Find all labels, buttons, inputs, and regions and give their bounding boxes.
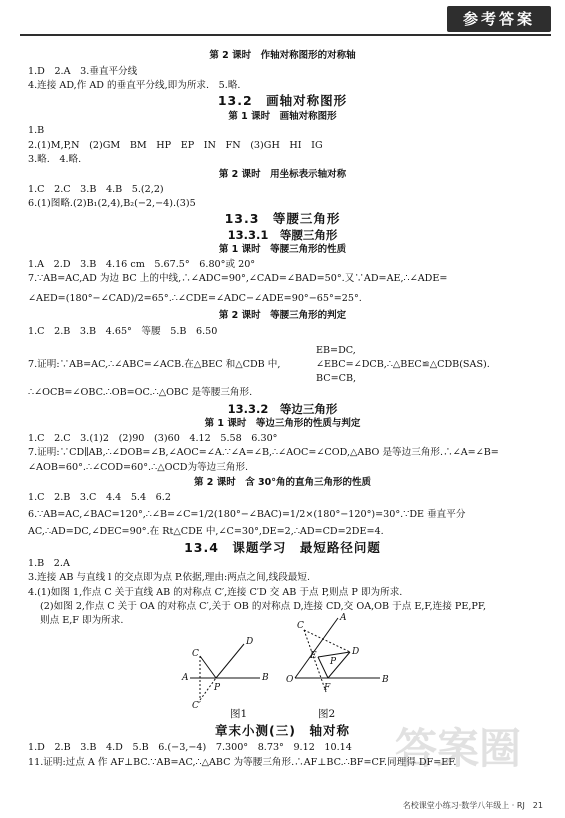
figure-2-caption: 图2	[318, 708, 336, 720]
fig2-label-e: E	[310, 651, 317, 661]
section-heading: 13.2 画轴对称图形	[217, 93, 348, 108]
answer-line: 1.C 2.B 3.B 4.65° 等腰 5.B 6.50	[28, 326, 218, 337]
answer-line: 1.C 2.C 3.(1)2 (2)90 (3)60 4.12 5.58 6.30°	[28, 433, 278, 444]
answer-line: (2)如图 2,作点 C 关于 OA 的对称点 C′,关于 OB 的对称点 D,连接 CD,交 OA,OB 于点 E,F,连接 PE,PF,	[40, 601, 487, 612]
fig2-label-f: F	[324, 683, 331, 693]
answer-line: 7.证明:∵CD∥AB,∴∠DOB=∠B,∠AOC=∠A.∵∠A=∠B,∴∠AOC=∠COD,△ABO 是等边三角形.∴∠A=∠B=	[28, 447, 499, 458]
fig2-label-p: P	[330, 657, 337, 667]
answer-line: ∠EBC=∠DCB,∴△BEC≌△CDB(SAS).	[316, 359, 490, 370]
section-heading: 13.3.2 等边三角形	[227, 402, 338, 416]
section-heading: 第 2 课时 作轴对称图形的对称轴	[209, 50, 356, 61]
section-heading: 第 1 课时 画轴对称图形	[228, 111, 337, 122]
section-heading: 13.4 课题学习 最短路径问题	[184, 540, 381, 555]
section-heading: 13.3.1 等腰三角形	[227, 228, 338, 242]
fig2-label-c: C	[297, 621, 304, 631]
answer-line: 则点 E,F 即为所求.	[40, 615, 124, 626]
fig1-label-c: C	[192, 649, 199, 659]
answer-line: ∴∠OCB=∠OBC.∴OB=OC.∴△OBC 是等腰三角形.	[28, 387, 253, 398]
answer-line: ∠AED=(180°−∠CAD)/2=65°.∴∠CDE=∠ADC−∠ADE=90°−65°=25°.	[28, 293, 362, 304]
answer-line: 1.D 2.B 3.B 4.D 5.B 6.(−3,−4) 7.300° 8.73° 9.12 10.14	[28, 742, 352, 753]
section-heading: 第 1 课时 等边三角形的性质与判定	[204, 418, 361, 429]
answer-line: 11.证明:过点 A 作 AF⊥BC.∵AB=AC,∴△ABC 为等腰三角形.∴AF⊥BC.∴BF=CF.同理得 DF=EF.	[28, 757, 457, 768]
answer-line: AC,∴AD=DC,∠DEC=90°.在 Rt△CDE 中,∠C=30°,DE=2,∴AD=CD=2DE=4.	[28, 526, 384, 537]
fig1-label-p: P	[214, 683, 221, 693]
section-heading: 13.3 等腰三角形	[224, 211, 341, 226]
fig2-label-d: D	[352, 647, 360, 657]
header-rule	[20, 34, 551, 36]
answer-line: 1.C 2.B 3.C 4.4 5.4 6.2	[28, 492, 171, 503]
answer-line: 1.B	[28, 125, 45, 136]
fig2-label-o: O	[286, 675, 294, 685]
figure-1-caption: 图1	[230, 708, 248, 720]
answer-line: 3.连接 AB 与直线 l 的交点即为点 P.依据,理由:两点之间,线段最短.	[28, 572, 311, 583]
fig1-label-c-prime: C′	[192, 701, 201, 711]
answer-line: 2.(1)M,P,N (2)GM BM HP EP IN FN (3)GH HI IG	[28, 140, 323, 151]
answer-line: ∠AOB=60°.∴∠COD=60°.∴△OCD为等边三角形.	[28, 462, 249, 473]
answer-line: 1.A 2.D 3.B 4.16 cm 5.67.5° 6.80°或 20°	[28, 259, 256, 270]
fig2-label-b: B	[382, 675, 389, 685]
answer-line: 4.(1)如图 1,作点 C 关于直线 AB 的对称点 C′,连接 C′D 交 AB 于点 P,则点 P 即为所求.	[28, 587, 403, 598]
answer-line: EB=DC,	[316, 345, 356, 356]
answer-line: 4.连接 AD,作 AD 的垂直平分线,即为所求. 5.略.	[28, 80, 241, 91]
answer-line: 7.证明:∵AB=AC,∴∠ABC=∠ACB.在△BEC 和△CDB 中,	[28, 359, 281, 370]
answer-line: 6.∵AB=AC,∠BAC=120°,∴∠B=∠C=1/2(180°−∠BAC)=1/2×(180°−120°)=30°.∵DE 垂直平分	[28, 509, 466, 520]
fig1-label-b: B	[262, 673, 269, 683]
section-heading: 章末小测(三) 轴对称	[215, 723, 350, 738]
answer-line: BC=CB,	[316, 373, 357, 384]
page-footer: 名校课堂小练习·数学八年级上 · RJ 21	[402, 801, 543, 810]
figure-1-drawing	[190, 644, 260, 700]
fig1-label-a: A	[182, 673, 189, 683]
section-heading: 第 2 课时 含 30°角的直角三角形的性质	[193, 477, 371, 488]
section-heading: 第 1 课时 等腰三角形的性质	[218, 244, 347, 255]
answer-line: 1.D 2.A 3.垂直平分线	[28, 66, 138, 77]
fig2-label-a: A	[340, 613, 347, 623]
answer-line: 3.略. 4.略.	[28, 154, 82, 165]
figure-2-drawing	[295, 618, 380, 692]
answer-line: 1.C 2.C 3.B 4.B 5.(2,2)	[28, 184, 164, 195]
geometry-figures	[180, 612, 400, 722]
answer-line: 6.(1)图略.(2)B₁(2,4),B₂(−2,−4).(3)5	[28, 198, 196, 209]
section-heading: 第 2 课时 等腰三角形的判定	[218, 310, 347, 321]
header-tab: 参考答案	[447, 6, 551, 32]
fig1-label-d: D	[246, 637, 254, 647]
section-heading: 第 2 课时 用坐标表示轴对称	[218, 169, 347, 180]
answer-line: 1.B 2.A	[28, 558, 70, 569]
answer-line: 7.∵AB=AC,AD 为边 BC 上的中线,∴∠ADC=90°,∠CAD=∠BAD=50°.又∵AD=AE,∴∠ADE=	[28, 273, 448, 284]
watermark-logo: 答案圈	[395, 724, 522, 773]
